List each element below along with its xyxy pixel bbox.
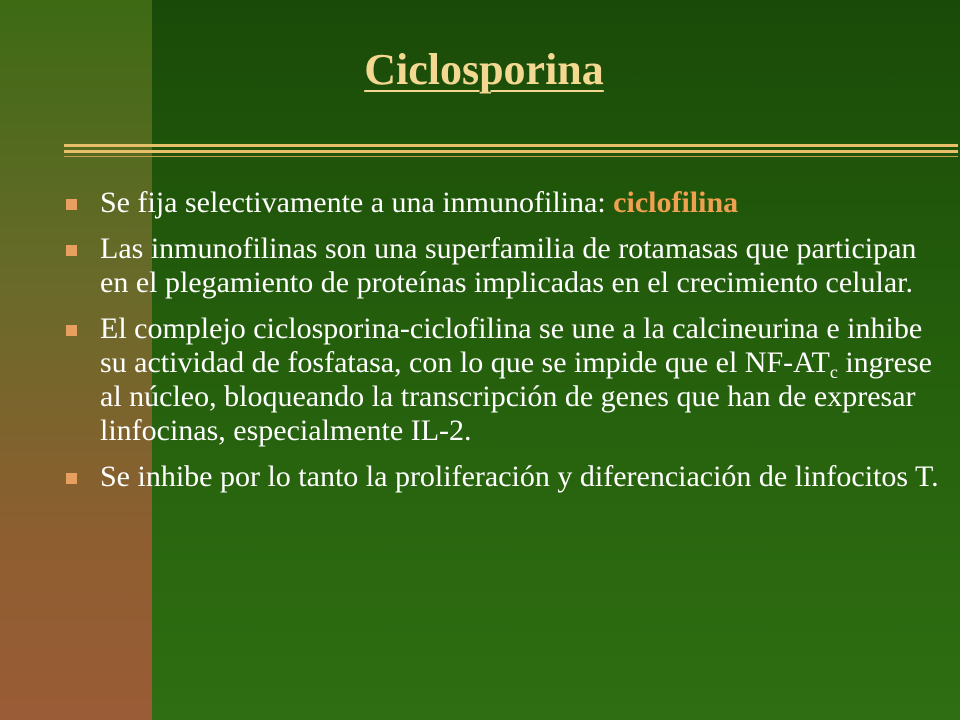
slide-title: Ciclosporina xyxy=(364,45,604,94)
bullet-square-icon xyxy=(66,199,77,210)
highlighted-term: ciclofilina xyxy=(613,186,739,219)
title-divider-line xyxy=(64,156,958,157)
bullet-text: El complejo ciclosporina-ciclofilina se une a la calcineurina e inhibe su actividad de fosfatasa, con lo que se impide que el NF-AT xyxy=(100,312,923,379)
bullet-list xyxy=(66,186,946,506)
subscript-text: c xyxy=(829,362,838,382)
bullet-item xyxy=(66,186,946,220)
bullet-square-icon xyxy=(66,325,77,336)
bullet-text: Se inhibe por lo tanto la proliferación y diferenciación de linfocitos T. xyxy=(100,460,939,493)
bullet-text: Las inmunofilinas son una superfamilia de rotamasas que participan en el plegamiento de proteínas implicadas en el crecimiento celular. xyxy=(100,232,917,299)
bullet-square-icon xyxy=(66,245,77,256)
bullet-square-icon xyxy=(66,473,77,484)
bullet-item xyxy=(66,312,946,448)
bullet-item xyxy=(66,232,946,300)
title-divider-line xyxy=(64,144,958,147)
title-divider-line xyxy=(64,150,958,153)
bullet-item xyxy=(66,460,946,494)
bullet-text: Se fija selectivamente a una inmunofilina: xyxy=(100,186,614,219)
bullet-text: ingrese al núcleo, bloqueando la transcripción de genes que han de expresar linfocinas, especialmente IL-2. xyxy=(100,346,932,447)
